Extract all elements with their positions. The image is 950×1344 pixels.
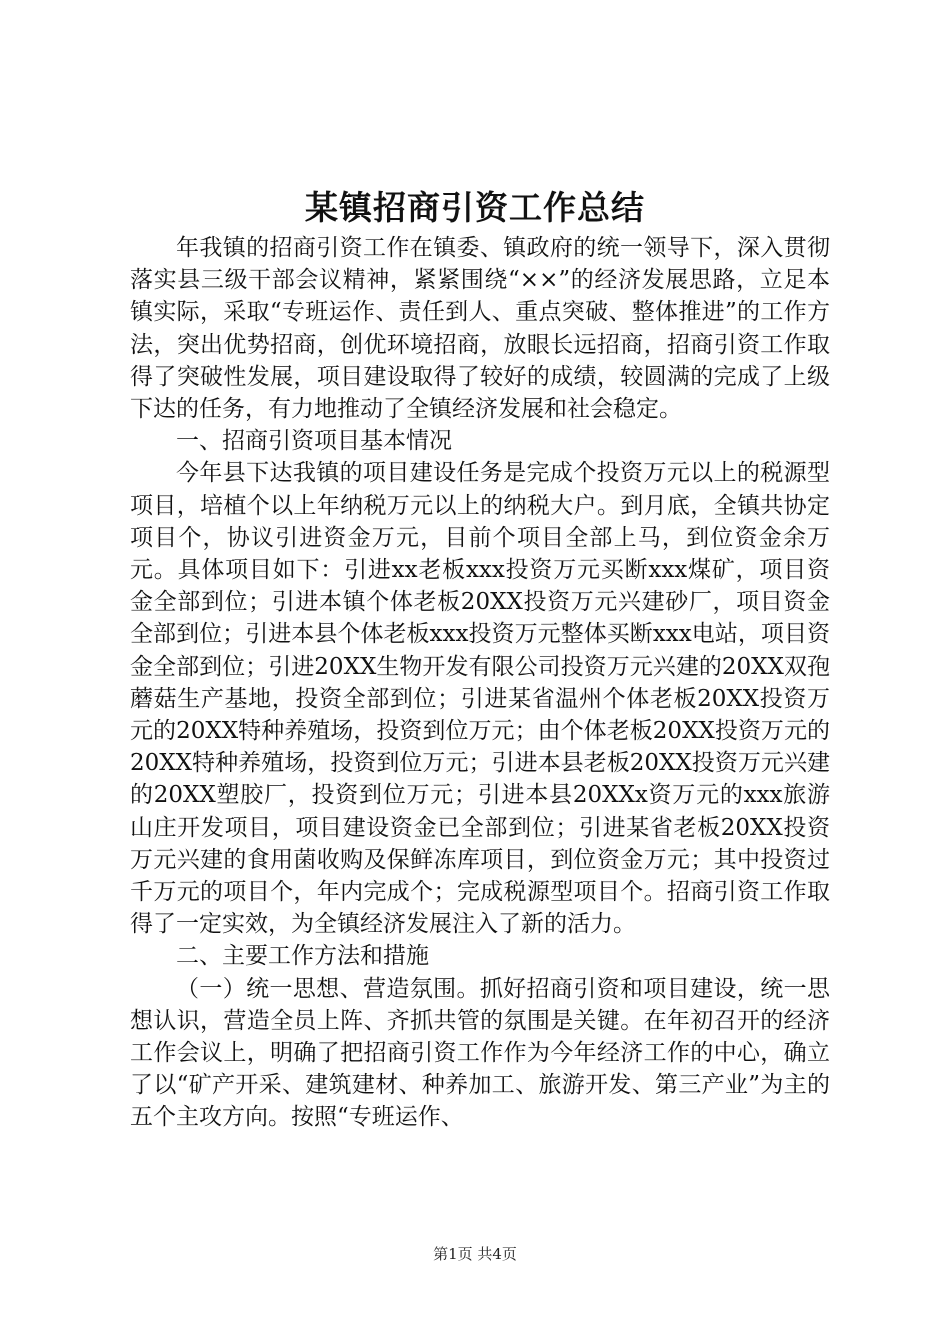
page-footer: 第1页 共4页 [433, 1245, 517, 1263]
paragraph-methods-1: （一）统一思想、营造氛围。抓好招商引资和项目建设，统一思想认识，营造全员上阵、齐抓共管的氛围是关键。在年初召开的经济工作会议上，明确了把招商引资工作作为今年经济工作的中心，确立了以“矿产开采、建筑建材、种养加工、旅游开发、第三产业”为主的五个主攻方向。按照“专班运作、 [130, 975, 830, 1131]
section-heading-2: 二、主要工作方法和措施 [176, 943, 429, 970]
document-title: 某镇招商引资工作总结 [305, 188, 645, 227]
paragraph-project-overview: 今年县下达我镇的项目建设任务是完成个投资万元以上的税源型项目，培植个以上年纳税万元以上的纳税大户。到月底，全镇共协定项目个，协议引进资金万元，目前个项目全部上马，到位资金余万元。具体项目如下：引进xx老板xxx投资万元买断xxx煤矿，项目资金全部到位；引进本镇个体老板20XX投资万元兴建砂厂，项目资金全部到位；引进本县个体老板xxx投资万元整体买断xxx电站，项目资金全部到位；引进20XX生物开发有限公司投资万元兴建的20XX双孢蘑菇生产基地，投资全部到位；引进某省温州个体老板20XX投资万元的20XX特种养殖场，投资到位万元；由个体老板20XX投资万元的20XX特种养殖场，投资到位万元；引进本县老板20XX投资万元兴建的20XX塑胶厂，投资到位万元；引进本县20XXx资万元的xxx旅游山庄开发项目，项目建设资金已全部到位；引进某省老板20XX投资万元兴建的食用菌收购及保鲜冻库项目，到位资金万元；其中投资过千万元的项目个，年内完成个；完成税源型项目个。招商引资工作取得了一定实效，为全镇经济发展注入了新的活力。 [130, 460, 830, 938]
document-body [130, 232, 830, 1134]
section-heading-1: 一、招商引资项目基本情况 [176, 428, 452, 455]
paragraph-intro: 年我镇的招商引资工作在镇委、镇政府的统一领导下，深入贯彻落实县三级干部会议精神，紧紧围绕“××”的经济发展思路，立足本镇实际，采取“专班运作、责任到人、重点突破、整体推进”的工作方法，突出优势招商，创优环境招商，放眼长远招商，招商引资工作取得了突破性发展，项目建设取得了较好的成绩，较圆满的完成了上级下达的任务，有力地推动了全镇经济发展和社会稳定。 [130, 235, 830, 423]
